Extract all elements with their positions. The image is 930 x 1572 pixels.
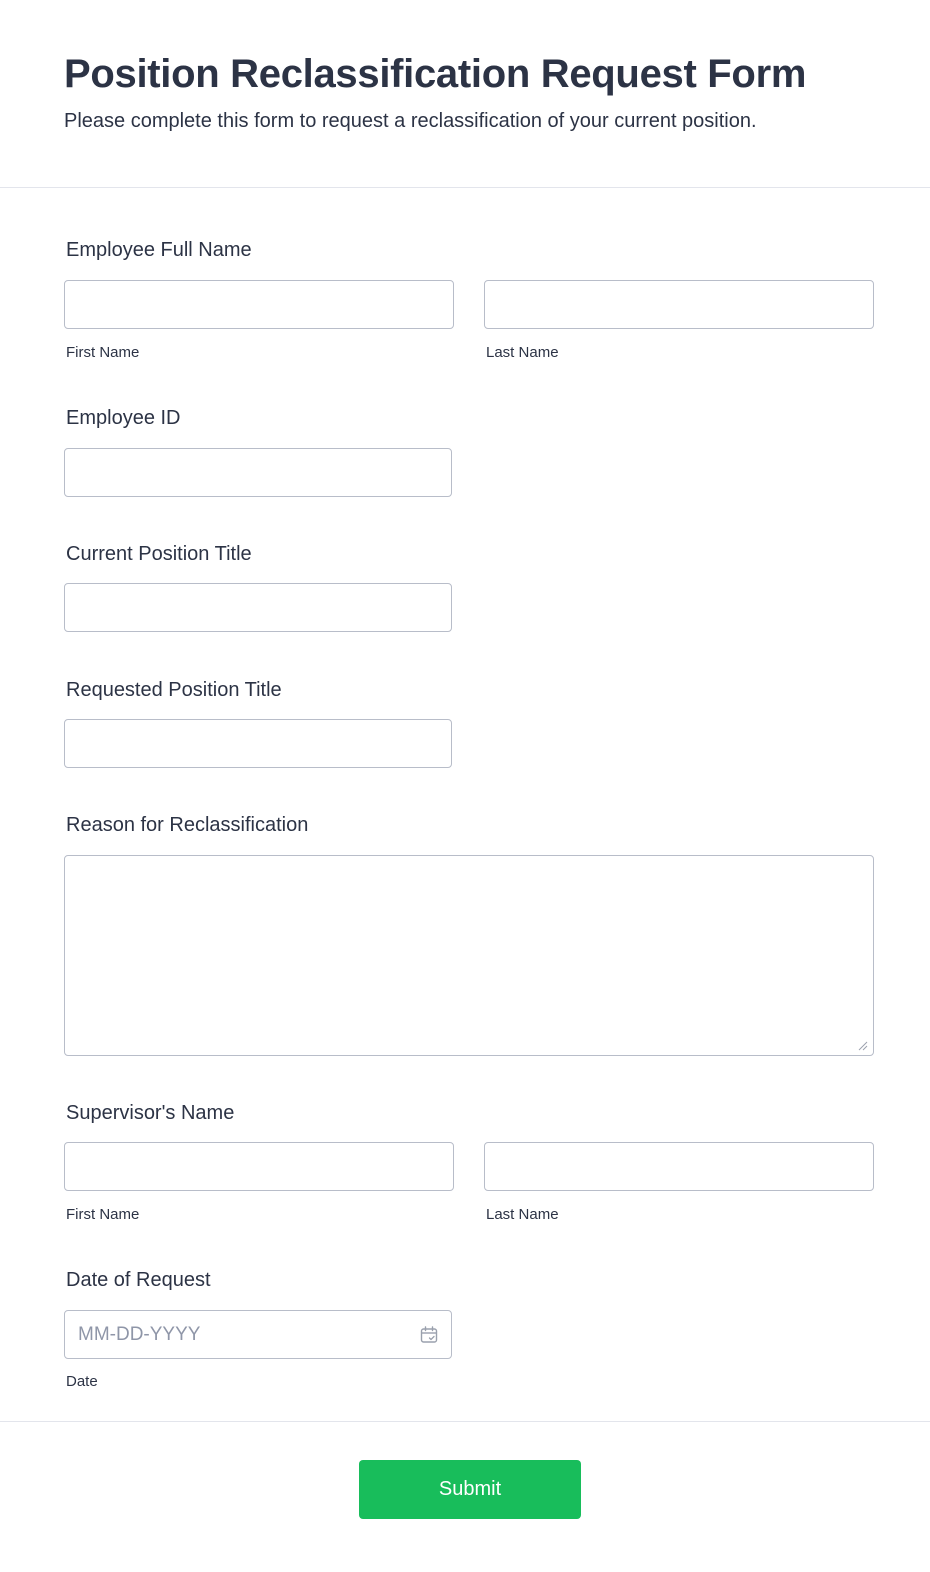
current-position-title-label: Current Position Title [66,543,252,565]
employee-last-name-sublabel: Last Name [486,344,559,361]
submit-button[interactable]: Submit [359,1460,581,1519]
requested-position-title-label: Requested Position Title [66,679,282,701]
supervisor-first-name-sublabel: First Name [66,1206,140,1223]
supervisor-first-name-input[interactable] [64,1142,454,1191]
supervisor-name-label: Supervisor's Name [66,1102,235,1124]
current-position-title-input[interactable] [64,583,452,632]
reason-for-reclassification-textarea[interactable] [64,855,874,1056]
reason-for-reclassification-label: Reason for Reclassification [66,814,309,836]
form-subtitle: Please complete this form to request a reclassification of your current position. [64,110,757,132]
form-header [0,0,930,188]
employee-first-name-sublabel: First Name [66,344,140,361]
employee-id-label: Employee ID [66,407,181,429]
calendar-icon[interactable] [419,1325,439,1345]
resize-handle-icon[interactable] [856,1039,868,1051]
date-of-request-field[interactable] [64,1310,452,1359]
employee-full-name-label: Employee Full Name [66,239,252,261]
date-sublabel: Date [66,1373,98,1390]
requested-position-title-input[interactable] [64,719,452,768]
form-title: Position Reclassification Request Form [64,52,807,96]
employee-id-input[interactable] [64,448,452,497]
employee-last-name-input[interactable] [484,280,874,329]
employee-first-name-input[interactable] [64,280,454,329]
date-of-request-input[interactable] [65,1311,405,1358]
form-footer [0,1421,930,1572]
supervisor-last-name-input[interactable] [484,1142,874,1191]
supervisor-last-name-sublabel: Last Name [486,1206,559,1223]
date-of-request-label: Date of Request [66,1269,211,1291]
